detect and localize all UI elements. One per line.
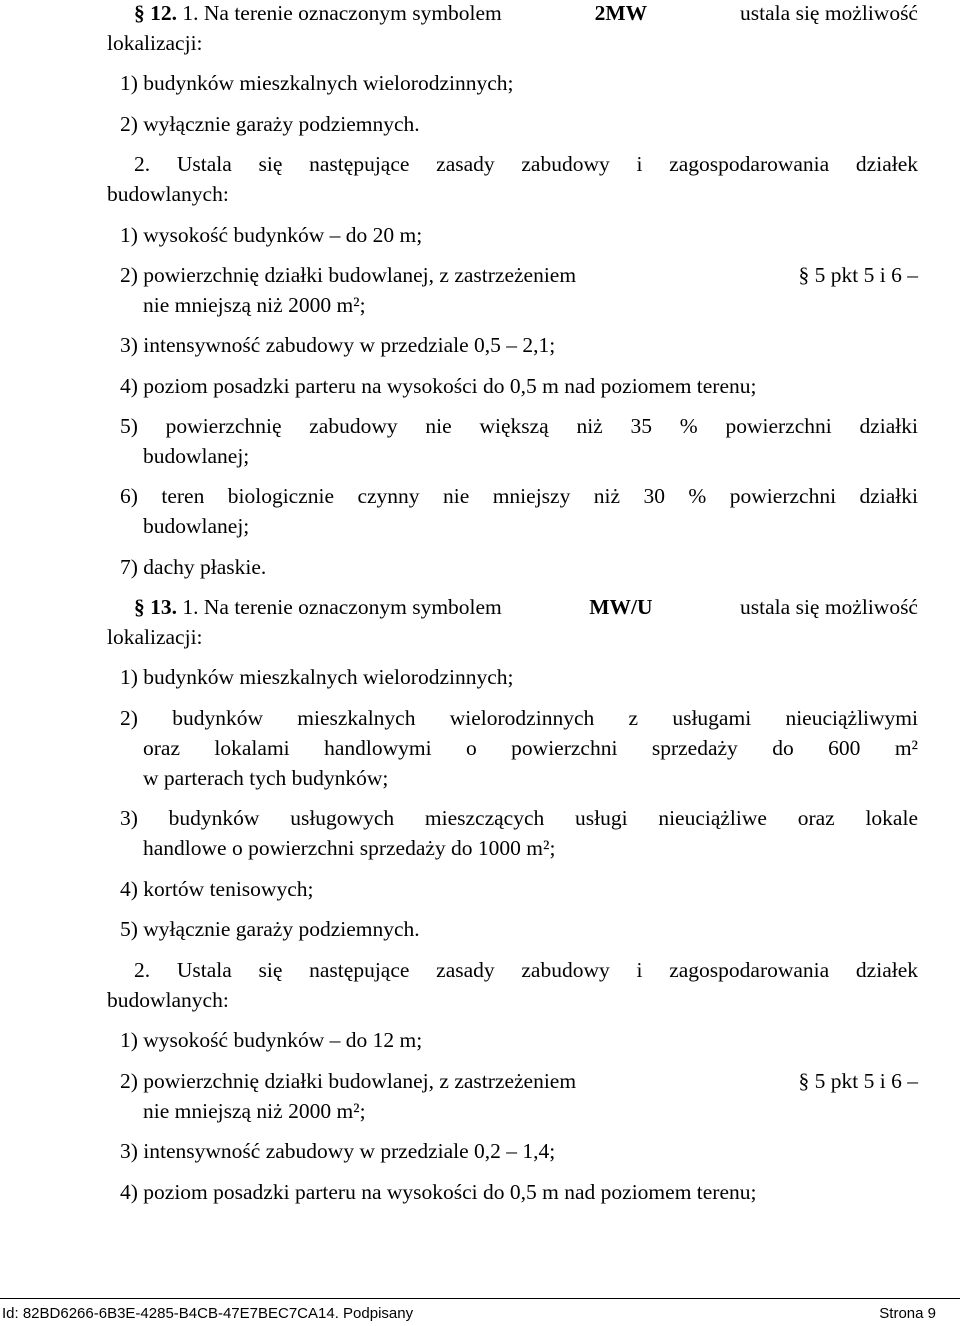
section-13-number: § 13. [134,595,177,619]
section-13-rule-2-reference: § 5 pkt 5 i 6 – [798,1069,918,1093]
section-13-rule-4: 4) poziom posadzki parteru na wysokości do 0,5 m nad poziomem terenu; [120,1180,757,1204]
section-13-item-2-line-2: oraz lokalami handlowymi o powierzchni sprzedaży do 600 m² [143,736,918,760]
section-12-rule-6-line-1: 6) teren biologicznie czynny nie mniejszy niż 30 % powierzchni działki [120,484,918,508]
section-13-item-5: 5) wyłącznie garaży podziemnych. [120,917,420,941]
section-12-rule-6-line-2: budowlanej; [143,514,250,538]
section-12-rule-4: 4) poziom posadzki parteru na wysokości do 0,5 m nad poziomem terenu; [120,374,757,398]
section-13-rule-3: 3) intensywność zabudowy w przedziale 0,2 – 1,4; [120,1139,556,1163]
section-12-paragraph-1-line-2: lokalizacji: [107,31,203,55]
section-13-item-2-line-1: 2) budynków mieszkalnych wielorodzinnych z usługami nieuciążliwymi [120,706,918,730]
section-13-rule-2-line-2: nie mniejszą niż 2000 m²; [143,1099,366,1123]
section-12-paragraph-2-line-2: budowlanych: [107,182,229,206]
section-13-item-3-line-1: 3) budynków usługowych mieszczących usługi nieuciążliwe oraz lokale [120,806,918,830]
page-footer [0,1298,960,1325]
section-12-paragraph-1-line-1: § 12. 1. Na terenie oznaczonym symbolem 2MW ustala się możliwość [134,1,918,25]
section-12-rule-2-line-1: 2) powierzchnię działki budowlanej, z zastrzeżeniem § 5 pkt 5 i 6 – [120,263,918,287]
section-12-rule-2-line-2: nie mniejszą niż 2000 m²; [143,293,366,317]
section-13-item-4: 4) kortów tenisowych; [120,877,314,901]
section-12-rule-5-line-1: 5) powierzchnię zabudowy nie większą niż 35 % powierzchni działki [120,414,918,438]
section-12-item-1: 1) budynków mieszkalnych wielorodzinnych; [120,71,514,95]
section-12-number: § 12. [134,1,177,25]
section-13-paragraph-2-line-2: budowlanych: [107,988,229,1012]
page-number: Strona 9 [879,1305,936,1322]
section-12-rule-3: 3) intensywność zabudowy w przedziale 0,5 – 2,1; [120,333,556,357]
section-12-rule-1: 1) wysokość budynków – do 20 m; [120,223,423,247]
section-13-rule-2-line-1: 2) powierzchnię działki budowlanej, z zastrzeżeniem § 5 pkt 5 i 6 – [120,1069,918,1093]
section-12-rule-5-line-2: budowlanej; [143,444,250,468]
section-13-paragraph-1-line-1: § 13. 1. Na terenie oznaczonym symbolem MW/U ustala się możliwość [134,595,918,619]
section-13-item-3-line-2: handlowe o powierzchni sprzedaży do 1000 m²; [143,836,556,860]
section-12-rule-7: 7) dachy płaskie. [120,555,267,579]
section-12-rule-2-reference: § 5 pkt 5 i 6 – [798,263,918,287]
section-13-rule-1: 1) wysokość budynków – do 12 m; [120,1028,423,1052]
section-13-symbol: MW/U [589,595,653,619]
section-12-symbol: 2MW [594,1,648,25]
document-id: Id: 82BD6266-6B3E-4285-B4CB-47E7BEC7CA14. Podpisany [2,1305,414,1322]
section-13-item-2-line-3: w parterach tych budynków; [143,766,389,790]
section-12-item-2: 2) wyłącznie garaży podziemnych. [120,112,420,136]
section-13-paragraph-2-line-1: 2. Ustala się następujące zasady zabudowy i zagospodarowania działek [134,958,918,982]
section-12-paragraph-2-line-1: 2. Ustala się następujące zasady zabudowy i zagospodarowania działek [134,152,918,176]
section-13-paragraph-1-line-2: lokalizacji: [107,625,203,649]
section-13-item-1: 1) budynków mieszkalnych wielorodzinnych; [120,665,514,689]
